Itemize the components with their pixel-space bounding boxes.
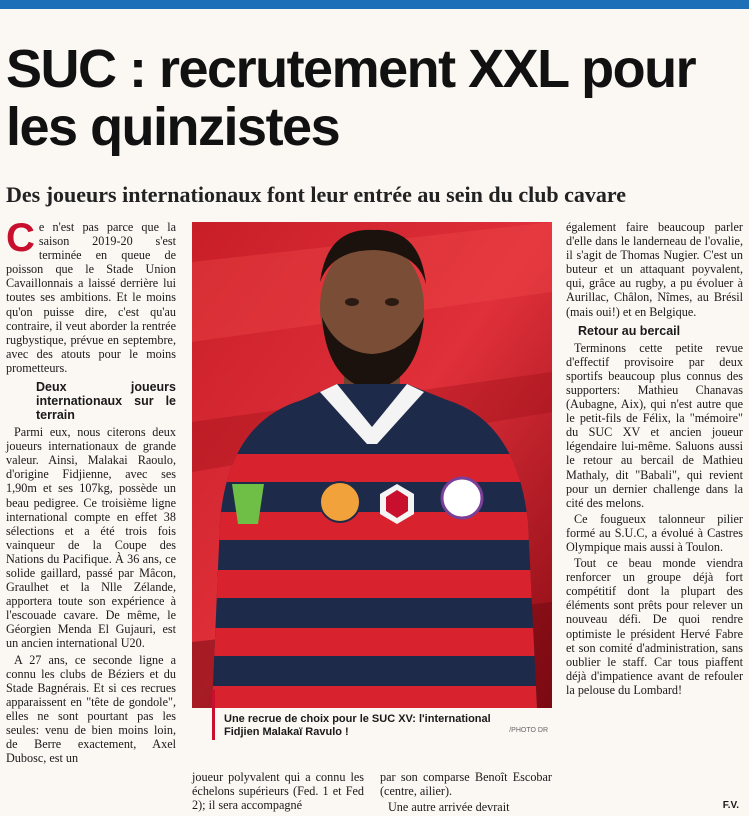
- subtitle: Des joueurs internationaux font leur entrée au sein du club cavare: [6, 182, 627, 207]
- section-heading-bercail: Retour au bercail: [578, 323, 681, 338]
- article-column-2: [192, 770, 364, 814]
- body-paragraph: Parmi eux, nous citerons deux joueurs internationaux de grande valeur. Ainsi, Malakai Raoulo, d'origine Fidjienne, avec ses 1,90m et ses 107kg, possède un beau pedigree. Ce troisième ligne international compte en effet 38 sélections et a été trois fois vainqueur de la Coupe des Nations du Pacifique. À 36 ans, ce solide gaillard, passé par Mâcon, Graulhet et la Nlle Zélande, apportera toute son expérience à l'escouade cavare. De même, le Géorgien Menda El Gujauri, est un ancien international U20.: [6, 425, 176, 651]
- player-photo: [192, 222, 552, 708]
- photo-caption: Une recrue de choix pour le SUC XV: l'international Fidjien Malakaï Ravulo !: [224, 713, 491, 738]
- body-paragraph: également faire beaucoup parler d'elle dans le landerneau de l'ovalie, il s'agit de Thomas Nugier. C'est un buteur et un attaquant poyvalent, qui, grâce au rugby, a pu évoluer à Aurillac, Châlon, Nîmes, au Brésil (mais oui!) et en Belgique.: [566, 220, 743, 319]
- article-column-1: [6, 216, 176, 767]
- body-paragraph: joueur polyvalent qui a connu les échelons supérieurs (Fed. 1 et Fed 2); il sera accompagné: [192, 770, 364, 813]
- body-paragraph: Ce fougueux talonneur pilier formé au S.U.C, a évolué à Castres Olympique mais aussi à Toulon.: [566, 511, 743, 554]
- section-heading-internationals: Deux joueurs internationaux sur le terrain: [36, 380, 176, 423]
- rugby-player-illustration: [192, 222, 552, 708]
- top-color-bar: [0, 0, 749, 9]
- body-paragraph: Tout ce beau monde viendra renforcer un groupe déjà fort compétitif dont la plupart des éléments sont prêts pour relever un nouveau défi. De quoi rendre optimiste le président Hervé Fabre et son comité d'administration, sans oublier le staff. Car tous piaffent déjà d'impatience avant de refouler la pelouse du Lombard!: [566, 556, 743, 697]
- body-paragraph: A 27 ans, ce seconde ligne a connu les clubs de Béziers et du Stade Bagnérais. Et si ces recrues apparaissent en "tête de gondole", elles ne sont pourtant pas les seules: venu de bien moins loin, de Berre exactement, Axel Dubosc, est un: [6, 652, 176, 766]
- body-paragraph: Terminons cette petite revue d'effectif provisoire par deux sportifs beaucoup plus connus des supporters: Mathieu Chanavas (Aubagne, Aix), qui n'est autre que le petit-fils de Félix, la "mémoire" du SUC XV et ancien joueur légendaire lui-même. Saluons aussi le retour au bercail de Mathieu Mathaly, dit "Babali", qui revient pour un dernier challenge dans la cité des melons.: [566, 340, 743, 510]
- article-column-3: [380, 770, 552, 816]
- author-signature: F.V.: [722, 800, 739, 811]
- photo-caption-block: [192, 708, 552, 756]
- headline: SUC : recrutement XXL pour les quinzistes: [6, 39, 696, 157]
- caption-accent-bar: [212, 690, 215, 740]
- drop-cap: C: [6, 216, 35, 260]
- body-paragraph: Une autre arrivée devrait: [388, 800, 510, 815]
- article-column-4: [566, 220, 743, 699]
- body-paragraph: par son comparse Benoît Escobar (centre, ailier).: [380, 770, 552, 799]
- intro-paragraph: e n'est pas parce que la saison 2019-20 s'est terminée en queue de poisson que le Stade Union Cavaillonnais a laissé derrière lui toutes ses ambitions. Et le moins qu'on puisse dire, c'est qu'au contraire, il veut aborder la rentrée rugbystique, prévue en septembre, avec des atouts pour le moins prometteurs.: [6, 220, 176, 375]
- photo-credit: /PHOTO DR: [509, 727, 548, 734]
